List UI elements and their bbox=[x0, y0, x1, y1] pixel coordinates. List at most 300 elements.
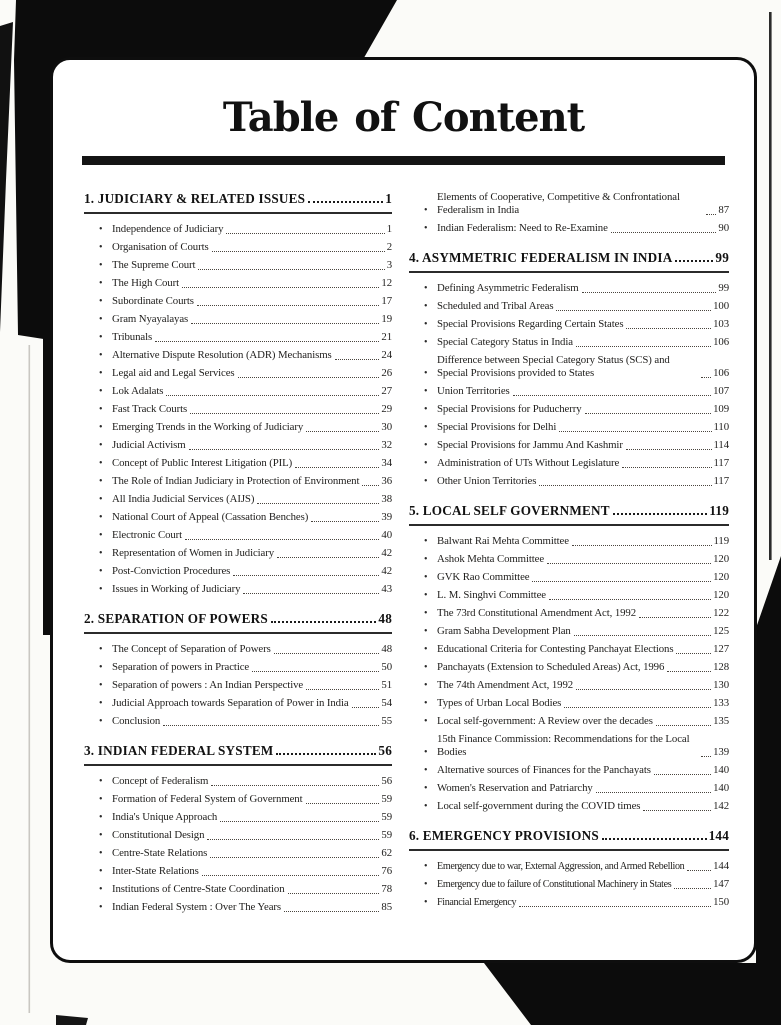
section-page-number: 99 bbox=[715, 250, 729, 265]
toc-entry bbox=[409, 625, 729, 638]
entry-page-number: 106 bbox=[713, 367, 729, 379]
dotted-leader bbox=[284, 911, 379, 912]
entry-label: India's Unique Approach bbox=[112, 811, 218, 823]
toc-entry bbox=[84, 697, 392, 710]
entry-label: Institutions of Centre-State Coordination bbox=[112, 883, 285, 895]
entry-label: Representation of Women in Judiciary bbox=[112, 547, 275, 559]
section-title: 1. JUDICIARY & RELATED ISSUES bbox=[84, 191, 306, 206]
entry-label: Special Provisions for Puducherry bbox=[437, 403, 582, 415]
dotted-leader bbox=[189, 449, 380, 450]
entry-label: The Supreme Court bbox=[112, 259, 196, 271]
bullet-icon: • bbox=[99, 224, 103, 235]
entry-label: Alternative Dispute Resolution (ADR) Mechanisms bbox=[112, 349, 332, 361]
entry-label: Judicial Activism bbox=[112, 439, 186, 451]
entry-label: The High Court bbox=[112, 277, 179, 289]
entry-label: 15th Finance Commission: Recommendations for the Local Bodies bbox=[437, 733, 690, 758]
right-edge-line bbox=[769, 12, 772, 560]
bullet-icon: • bbox=[424, 283, 428, 294]
dotted-leader bbox=[564, 707, 711, 708]
dotted-leader bbox=[547, 563, 711, 564]
section-header bbox=[409, 828, 729, 851]
entry-label: Elements of Cooperative, Competitive & Confrontational Federalism in India bbox=[437, 191, 680, 216]
toc-entry bbox=[84, 367, 392, 380]
entry-label: Separation of powers : An Indian Perspective bbox=[112, 679, 304, 691]
bullet-icon: • bbox=[424, 747, 428, 758]
entry-page-number: 114 bbox=[713, 439, 729, 451]
bullet-icon: • bbox=[424, 368, 428, 379]
bullet-icon: • bbox=[99, 404, 103, 415]
toc-entry bbox=[409, 439, 729, 452]
toc-entry bbox=[409, 715, 729, 728]
entry-label: The 74th Amendment Act, 1992 bbox=[437, 679, 574, 691]
toc-entry bbox=[84, 583, 392, 596]
section-title: 6. EMERGENCY PROVISIONS bbox=[409, 828, 599, 843]
toc-entry bbox=[409, 475, 729, 488]
bullet-icon: • bbox=[99, 476, 103, 487]
entry-page-number: 51 bbox=[381, 679, 392, 691]
dotted-leader bbox=[576, 689, 711, 690]
section-page-number: 119 bbox=[709, 503, 729, 518]
toc-entry bbox=[409, 643, 729, 656]
toc-entry bbox=[409, 679, 729, 692]
toc-entry bbox=[409, 385, 729, 398]
toc-entry bbox=[409, 764, 729, 777]
entry-page-number: 29 bbox=[381, 403, 392, 415]
bullet-icon: • bbox=[424, 698, 428, 709]
toc-section bbox=[84, 611, 392, 728]
dotted-leader bbox=[654, 774, 711, 775]
dotted-leader bbox=[155, 341, 379, 342]
entry-page-number: 1 bbox=[386, 223, 392, 235]
dotted-leader bbox=[622, 467, 711, 468]
bullet-icon: • bbox=[99, 848, 103, 859]
bullet-icon: • bbox=[99, 530, 103, 541]
entry-page-number: 142 bbox=[713, 800, 729, 812]
entry-label: Other Union Territories bbox=[437, 475, 537, 487]
section-header bbox=[409, 503, 729, 526]
entry-page-number: 150 bbox=[713, 896, 729, 908]
entry-label: Legal aid and Legal Services bbox=[112, 367, 235, 379]
dotted-leader bbox=[576, 346, 711, 347]
entry-label: Educational Criteria for Contesting Panchayat Elections bbox=[437, 643, 674, 655]
entry-label: Inter-State Relations bbox=[112, 865, 199, 877]
dotted-leader bbox=[274, 653, 380, 654]
dotted-leader bbox=[306, 689, 379, 690]
toc-entry bbox=[409, 860, 729, 873]
bullet-icon: • bbox=[99, 368, 103, 379]
entry-page-number: 128 bbox=[713, 661, 729, 673]
entry-label: Tribunals bbox=[112, 331, 153, 343]
toc-entry bbox=[409, 697, 729, 710]
toc-entry bbox=[409, 589, 729, 602]
entry-label: Emergency due to failure of Constitutional Machinery in States bbox=[437, 879, 672, 890]
bullet-icon: • bbox=[99, 494, 103, 505]
toc-entry bbox=[84, 643, 392, 656]
dotted-leader bbox=[687, 870, 711, 871]
toc-section bbox=[409, 503, 729, 813]
toc-section bbox=[409, 191, 729, 235]
toc-section bbox=[84, 191, 392, 596]
bullet-icon: • bbox=[424, 440, 428, 451]
entry-page-number: 55 bbox=[381, 715, 392, 727]
entry-label: Organisation of Courts bbox=[112, 241, 209, 253]
entry-label: Formation of Federal System of Government bbox=[112, 793, 303, 805]
dotted-leader bbox=[539, 485, 711, 486]
toc-entry bbox=[409, 896, 729, 909]
entry-page-number: 34 bbox=[381, 457, 392, 469]
dotted-leader bbox=[197, 305, 380, 306]
entry-label: Indian Federal System : Over The Years bbox=[112, 901, 282, 913]
dotted-leader bbox=[626, 449, 712, 450]
entry-page-number: 21 bbox=[381, 331, 392, 343]
toc-entry bbox=[84, 295, 392, 308]
bullet-icon: • bbox=[424, 644, 428, 655]
bullet-icon: • bbox=[424, 337, 428, 348]
bullet-icon: • bbox=[99, 884, 103, 895]
entry-label: Fast Track Courts bbox=[112, 403, 188, 415]
entry-label: Gram Nyayalayas bbox=[112, 313, 189, 325]
entry-label: Centre-State Relations bbox=[112, 847, 208, 859]
toc-section bbox=[409, 250, 729, 488]
entry-page-number: 120 bbox=[713, 589, 729, 601]
dotted-leader bbox=[190, 413, 379, 414]
entry-page-number: 135 bbox=[713, 715, 729, 727]
toc-entry bbox=[84, 331, 392, 344]
toc-entry bbox=[84, 493, 392, 506]
bullet-icon: • bbox=[424, 626, 428, 637]
dotted-leader bbox=[306, 431, 379, 432]
toc-section bbox=[409, 828, 729, 909]
entry-page-number: 76 bbox=[381, 865, 392, 877]
title-divider-bar bbox=[82, 156, 725, 165]
entry-page-number: 17 bbox=[381, 295, 392, 307]
toc-entry bbox=[84, 811, 392, 824]
bullet-icon: • bbox=[424, 680, 428, 691]
dotted-leader bbox=[211, 785, 379, 786]
dotted-leader bbox=[532, 581, 711, 582]
bullet-icon: • bbox=[99, 644, 103, 655]
section-header bbox=[409, 250, 729, 273]
entry-page-number: 48 bbox=[381, 643, 392, 655]
toc-card bbox=[50, 57, 757, 963]
dotted-leader bbox=[182, 287, 379, 288]
bullet-icon: • bbox=[424, 404, 428, 415]
entry-label: Emerging Trends in the Working of Judiciary bbox=[112, 421, 304, 433]
dotted-leader bbox=[513, 395, 711, 396]
toc-entry bbox=[84, 277, 392, 290]
entry-label: Special Category Status in India bbox=[437, 336, 573, 348]
section-page-number: 144 bbox=[708, 828, 729, 843]
toc-column-left bbox=[84, 191, 392, 919]
entry-page-number: 78 bbox=[381, 883, 392, 895]
toc-entry bbox=[84, 883, 392, 896]
bullet-icon: • bbox=[99, 902, 103, 913]
dotted-leader bbox=[238, 377, 380, 378]
dotted-leader bbox=[210, 857, 379, 858]
bullet-icon: • bbox=[424, 223, 428, 234]
dotted-leader bbox=[271, 621, 377, 623]
toc-entry bbox=[84, 661, 392, 674]
dotted-leader bbox=[362, 485, 379, 486]
dotted-leader bbox=[295, 467, 379, 468]
dotted-leader bbox=[198, 269, 384, 270]
toc-column-right bbox=[409, 191, 729, 919]
section-header bbox=[84, 611, 392, 634]
toc-entry bbox=[84, 847, 392, 860]
toc-entry bbox=[409, 318, 729, 331]
page-title: Table of Content bbox=[222, 94, 585, 141]
bullet-icon: • bbox=[424, 590, 428, 601]
toc-entry bbox=[409, 782, 729, 795]
bullet-icon: • bbox=[424, 879, 428, 890]
bullet-icon: • bbox=[99, 662, 103, 673]
toc-entry bbox=[84, 793, 392, 806]
bullet-icon: • bbox=[424, 608, 428, 619]
dotted-leader bbox=[191, 323, 379, 324]
dotted-leader bbox=[585, 413, 712, 414]
bullet-icon: • bbox=[99, 260, 103, 271]
entry-page-number: 59 bbox=[381, 829, 392, 841]
toc-entry bbox=[84, 565, 392, 578]
dotted-leader bbox=[288, 893, 380, 894]
bullet-icon: • bbox=[424, 319, 428, 330]
entry-label: The 73rd Constitutional Amendment Act, 1992 bbox=[437, 607, 637, 619]
entry-label: Union Territories bbox=[437, 385, 510, 397]
entry-label: Scheduled and Tribal Areas bbox=[437, 300, 554, 312]
entry-page-number: 100 bbox=[713, 300, 729, 312]
entry-label: Concept of Federalism bbox=[112, 775, 209, 787]
bullet-icon: • bbox=[99, 866, 103, 877]
entry-label: Lok Adalats bbox=[112, 385, 164, 397]
entry-page-number: 147 bbox=[713, 878, 729, 890]
toc-entry bbox=[84, 715, 392, 728]
entry-page-number: 106 bbox=[713, 336, 729, 348]
toc-entry bbox=[409, 421, 729, 434]
section-title: 2. SEPARATION OF POWERS bbox=[84, 611, 268, 626]
entry-label: Panchayats (Extension to Scheduled Areas) Act, 1996 bbox=[437, 661, 665, 673]
toc-entry bbox=[84, 829, 392, 842]
dotted-leader bbox=[574, 635, 711, 636]
toc-entry bbox=[409, 661, 729, 674]
entry-label: Alternative sources of Finances for the Panchayats bbox=[437, 764, 651, 776]
toc-entry bbox=[84, 457, 392, 470]
dotted-leader bbox=[311, 521, 379, 522]
bullet-icon: • bbox=[424, 783, 428, 794]
dotted-leader bbox=[572, 545, 712, 546]
bullet-icon: • bbox=[99, 584, 103, 595]
entry-label: Women's Reservation and Patriarchy bbox=[437, 782, 593, 794]
dotted-leader bbox=[639, 617, 711, 618]
dotted-leader bbox=[352, 707, 380, 708]
bullet-icon: • bbox=[99, 812, 103, 823]
entry-page-number: 12 bbox=[381, 277, 392, 289]
entry-page-number: 107 bbox=[713, 385, 729, 397]
bullet-icon: • bbox=[99, 716, 103, 727]
entry-page-number: 125 bbox=[713, 625, 729, 637]
toc-entry bbox=[84, 475, 392, 488]
entry-page-number: 26 bbox=[381, 367, 392, 379]
entry-label: Concept of Public Interest Litigation (PIL) bbox=[112, 457, 293, 469]
bullet-icon: • bbox=[99, 512, 103, 523]
entry-page-number: 42 bbox=[381, 547, 392, 559]
entry-page-number: 36 bbox=[381, 475, 392, 487]
dotted-leader bbox=[220, 821, 379, 822]
dotted-leader bbox=[243, 593, 379, 594]
entry-page-number: 110 bbox=[713, 421, 729, 433]
dotted-leader bbox=[233, 575, 379, 576]
entry-page-number: 39 bbox=[381, 511, 392, 523]
entry-label: Types of Urban Local Bodies bbox=[437, 697, 562, 709]
toc-entry bbox=[409, 607, 729, 620]
entry-label: Conclusion bbox=[112, 715, 161, 727]
bullet-icon: • bbox=[99, 296, 103, 307]
bullet-icon: • bbox=[99, 332, 103, 343]
entry-label: Electronic Court bbox=[112, 529, 183, 541]
toc-entry bbox=[84, 421, 392, 434]
entry-label: The Role of Indian Judiciary in Protection of Environment bbox=[112, 475, 360, 487]
toc-section bbox=[84, 743, 392, 914]
dotted-leader bbox=[667, 671, 711, 672]
entry-page-number: 130 bbox=[713, 679, 729, 691]
entry-page-number: 62 bbox=[381, 847, 392, 859]
entry-label: Defining Asymmetric Federalism bbox=[437, 282, 579, 294]
toc-entry bbox=[409, 336, 729, 349]
entry-page-number: 42 bbox=[381, 565, 392, 577]
entry-page-number: 19 bbox=[381, 313, 392, 325]
entry-label: Emergency due to war, External Aggression, and Armed Rebellion bbox=[437, 861, 685, 872]
entry-label: Gram Sabha Development Plan bbox=[437, 625, 571, 637]
toc-entry bbox=[409, 535, 729, 548]
entry-page-number: 32 bbox=[381, 439, 392, 451]
toc-entry bbox=[409, 571, 729, 584]
dotted-leader bbox=[185, 539, 379, 540]
toc-entry bbox=[409, 878, 729, 891]
entry-label: Constitutional Design bbox=[112, 829, 205, 841]
dotted-leader bbox=[276, 753, 376, 755]
entry-label: Difference between Special Category Status (SCS) and Special Provisions provided to States bbox=[437, 354, 670, 379]
toc-entry bbox=[84, 547, 392, 560]
entry-page-number: 90 bbox=[718, 222, 729, 234]
toc-entry bbox=[409, 282, 729, 295]
dotted-leader bbox=[674, 888, 711, 889]
dotted-leader bbox=[519, 906, 711, 907]
entry-label: Special Provisions Regarding Certain States bbox=[437, 318, 624, 330]
bullet-icon: • bbox=[424, 458, 428, 469]
toc-entry bbox=[409, 300, 729, 313]
bullet-icon: • bbox=[99, 776, 103, 787]
bullet-icon: • bbox=[424, 476, 428, 487]
toc-entry bbox=[84, 439, 392, 452]
bullet-icon: • bbox=[424, 716, 428, 727]
entry-page-number: 40 bbox=[381, 529, 392, 541]
dotted-leader bbox=[626, 328, 711, 329]
dotted-leader bbox=[335, 359, 380, 360]
entry-page-number: 119 bbox=[713, 535, 729, 547]
toc-entry bbox=[84, 241, 392, 254]
bullet-icon: • bbox=[424, 801, 428, 812]
entry-page-number: 140 bbox=[713, 764, 729, 776]
dotted-leader bbox=[207, 839, 379, 840]
entry-page-number: 30 bbox=[381, 421, 392, 433]
dotted-leader bbox=[202, 875, 380, 876]
bullet-icon: • bbox=[99, 794, 103, 805]
bullet-icon: • bbox=[424, 765, 428, 776]
entry-label: L. M. Singhvi Committee bbox=[437, 589, 546, 601]
bullet-icon: • bbox=[99, 350, 103, 361]
dotted-leader bbox=[559, 431, 711, 432]
toc-entry bbox=[84, 349, 392, 362]
entry-page-number: 117 bbox=[713, 475, 729, 487]
entry-label: Separation of powers in Practice bbox=[112, 661, 250, 673]
entry-page-number: 139 bbox=[713, 746, 729, 758]
bullet-icon: • bbox=[99, 698, 103, 709]
toc-entry bbox=[409, 191, 729, 217]
bottom-left-smudge bbox=[56, 1015, 88, 1025]
entry-label: National Court of Appeal (Cassation Benches) bbox=[112, 511, 309, 523]
entry-page-number: 27 bbox=[381, 385, 392, 397]
entry-label: Special Provisions for Jammu And Kashmir bbox=[437, 439, 623, 451]
dotted-leader bbox=[549, 599, 711, 600]
entry-page-number: 56 bbox=[381, 775, 392, 787]
entry-page-number: 59 bbox=[381, 793, 392, 805]
bullet-icon: • bbox=[99, 548, 103, 559]
dotted-leader bbox=[163, 725, 379, 726]
toc-entry bbox=[84, 901, 392, 914]
toc-entry bbox=[409, 553, 729, 566]
dotted-leader bbox=[656, 725, 711, 726]
toc-entry bbox=[409, 800, 729, 813]
bullet-icon: • bbox=[424, 554, 428, 565]
section-page-number: 1 bbox=[385, 191, 392, 206]
entry-page-number: 24 bbox=[381, 349, 392, 361]
toc-entry bbox=[409, 354, 729, 380]
entry-label: Independence of Judiciary bbox=[112, 223, 224, 235]
entry-label: GVK Rao Committee bbox=[437, 571, 530, 583]
entry-page-number: 120 bbox=[713, 553, 729, 565]
entry-page-number: 2 bbox=[386, 241, 392, 253]
bullet-icon: • bbox=[99, 386, 103, 397]
section-page-number: 56 bbox=[378, 743, 392, 758]
toc-entry bbox=[84, 529, 392, 542]
entry-label: Subordinate Courts bbox=[112, 295, 194, 307]
toc-entry bbox=[84, 679, 392, 692]
entry-label: Indian Federalism: Need to Re-Examine bbox=[437, 222, 608, 234]
bullet-icon: • bbox=[424, 301, 428, 312]
toc-entry bbox=[84, 223, 392, 236]
toc-entry bbox=[84, 865, 392, 878]
toc-entry bbox=[409, 403, 729, 416]
bullet-icon: • bbox=[99, 458, 103, 469]
bullet-icon: • bbox=[99, 680, 103, 691]
bullet-icon: • bbox=[424, 536, 428, 547]
dotted-leader bbox=[675, 260, 713, 262]
dotted-leader bbox=[613, 513, 708, 515]
entry-page-number: 117 bbox=[713, 457, 729, 469]
dotted-leader bbox=[212, 251, 385, 252]
bullet-icon: • bbox=[99, 242, 103, 253]
entry-label: Local self-government during the COVID times bbox=[437, 800, 641, 812]
dotted-leader bbox=[257, 503, 379, 504]
entry-label: Judicial Approach towards Separation of Power in India bbox=[112, 697, 349, 709]
dotted-leader bbox=[252, 671, 379, 672]
toc-entry bbox=[409, 222, 729, 235]
dotted-leader bbox=[701, 756, 711, 757]
bullet-icon: • bbox=[424, 422, 428, 433]
toc-entry bbox=[409, 457, 729, 470]
entry-label: Issues in Working of Judiciary bbox=[112, 583, 241, 595]
bullet-icon: • bbox=[424, 897, 428, 908]
toc-entry bbox=[84, 385, 392, 398]
